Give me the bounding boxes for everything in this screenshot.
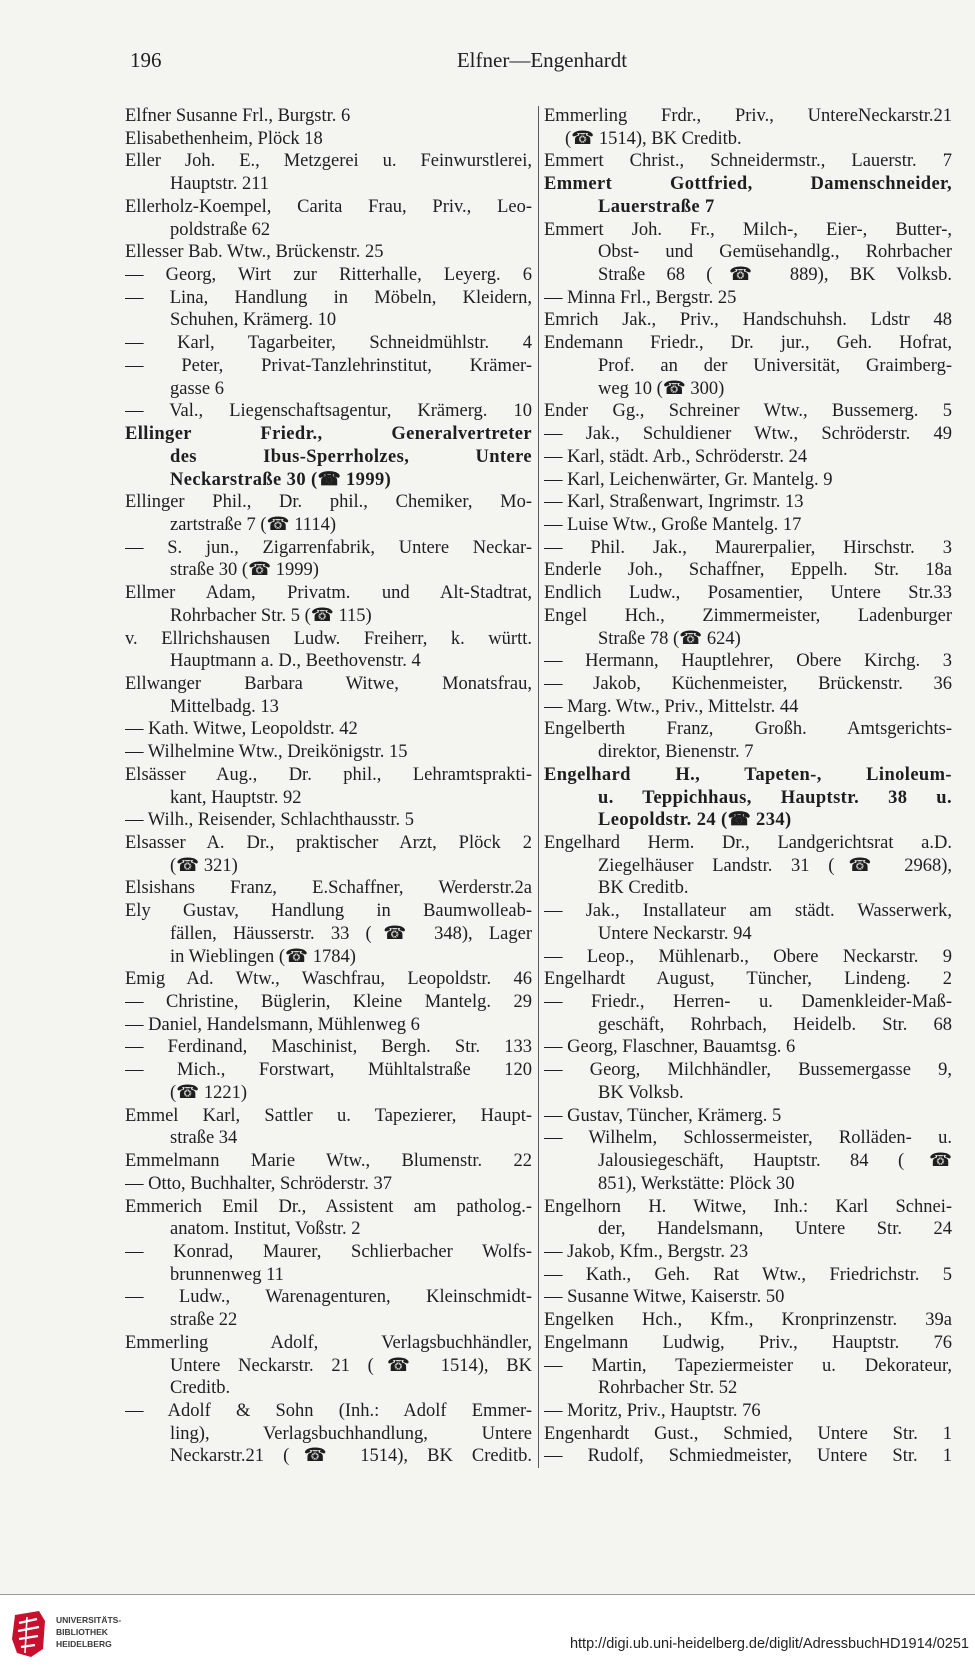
- directory-entry-line: — Daniel, Handelsmann, Mühlenweg 6: [125, 1014, 420, 1035]
- directory-entry-line: Emig Ad. Wtw., Waschfrau, Leopoldstr. 46: [125, 969, 532, 990]
- directory-entry-line: Elsishans Franz, E.Schaffner, Werderstr.2a: [125, 878, 532, 899]
- directory-entry-line: Emmel Karl, Sattler u. Tapezierer, Haupt-: [125, 1105, 532, 1126]
- directory-entry-line: in Wieblingen (☎ 1784): [170, 946, 356, 967]
- directory-entry-line: Mittelbadg. 13: [170, 696, 279, 717]
- directory-entry-line: — Leop., Mühlenarb., Obere Neckarstr. 9: [544, 946, 952, 967]
- directory-entry-line: Straße 78 (☎ 624): [598, 628, 741, 649]
- directory-entry-line: Rohrbacher Str. 52: [598, 1378, 738, 1399]
- directory-entry-line: — Susanne Witwe, Kaiserstr. 50: [544, 1287, 785, 1308]
- directory-entry-line: Schuhen, Krämerg. 10: [170, 310, 337, 331]
- directory-entry-line: Engelhardt August, Tüncher, Lindeng. 2: [544, 969, 952, 990]
- directory-entry-line: (☎ 1514), BK Creditb.: [565, 128, 742, 149]
- directory-entry-line: Engelberth Franz, Großh. Amtsgerichts-: [544, 719, 952, 740]
- directory-entry-line: — Gustav, Tüncher, Krämerg. 5: [544, 1105, 782, 1126]
- directory-entry-line: straße 22: [170, 1310, 238, 1331]
- directory-entry-line: Hauptmann a. D., Beethovenstr. 4: [170, 651, 421, 672]
- right-column: [544, 105, 952, 1468]
- library-logo-icon: [9, 1609, 49, 1659]
- directory-entry-line: — Otto, Buchhalter, Schröderstr. 37: [125, 1173, 392, 1194]
- directory-entry-line: Engelhorn H. Witwe, Inh.: Karl Schnei-: [544, 1196, 952, 1217]
- directory-entry-line: Ely Gustav, Handlung in Baumwolleab-: [125, 901, 532, 922]
- directory-entry-line: — Jak., Schuldiener Wtw., Schröderstr. 49: [544, 424, 952, 445]
- directory-entry-line: — Ludw., Warenagenturen, Kleinschmidt-: [125, 1287, 532, 1308]
- source-url: http://digi.ub.uni-heidelberg.de/diglit/AdressbuchHD1914/0251: [569, 1636, 969, 1652]
- directory-entry-line: — Peter, Privat-Tanzlehrinstitut, Krämer-: [125, 355, 532, 376]
- directory-entry-line: 851), Werkstätte: Plöck 30: [598, 1173, 795, 1194]
- directory-entry-line: Ellmer Adam, Privatm. und Alt-Stadtrat,: [125, 583, 532, 604]
- directory-entry-line: — Jakob, Küchenmeister, Brückenstr. 36: [544, 673, 952, 694]
- directory-entry-line: — Georg, Milchhändler, Bussemergasse 9,: [544, 1060, 952, 1081]
- directory-entry-line: — Wilh., Reisender, Schlachthausstr. 5: [125, 810, 414, 831]
- directory-entry-line: Prof. an der Universität, Graimberg-: [598, 355, 952, 376]
- directory-entry-line: — Kath. Witwe, Leopoldstr. 42: [125, 719, 358, 740]
- directory-entry-line: Emmelmann Marie Wtw., Blumenstr. 22: [125, 1151, 532, 1172]
- directory-entry-line: Engenhardt Gust., Schmied, Untere Str. 1: [544, 1423, 952, 1444]
- directory-entry-line: — Ferdinand, Maschinist, Bergh. Str. 133: [125, 1037, 532, 1058]
- directory-entry-line: Eller Joh. E., Metzgerei u. Feinwurstlerei,: [125, 151, 532, 172]
- directory-entry-line: — Konrad, Maurer, Schlierbacher Wolfs-: [125, 1241, 532, 1262]
- directory-entry-line: Engelmann Ludwig, Priv., Hauptstr. 76: [544, 1332, 952, 1353]
- directory-entry-line: Elisabethenheim, Plöck 18: [125, 128, 323, 149]
- directory-entry-line: Emrich Jak., Priv., Handschuhsh. Ldstr 48: [544, 310, 952, 331]
- directory-entry-line: — Luise Wtw., Große Mantelg. 17: [544, 514, 802, 535]
- directory-entry-line: v. Ellrichshausen Ludw. Freiherr, k. württ.: [125, 628, 532, 649]
- directory-entry-line: BK Creditb.: [598, 878, 689, 899]
- directory-entry-line: — Wilhelmine Wtw., Dreikönigstr. 15: [125, 742, 408, 763]
- directory-entry-line: brunnenweg 11: [170, 1264, 284, 1285]
- directory-entry-line: Engelken Hch., Kfm., Kronprinzenstr. 39a: [544, 1310, 952, 1331]
- directory-entry-line: anatom. Institut, Voßstr. 2: [170, 1219, 361, 1240]
- directory-entry-line: Emmerling Frdr., Priv., UntereNeckarstr.21: [544, 106, 952, 126]
- directory-entry-line: Straße 68 (☎ 889), BK Volksb.: [598, 265, 952, 286]
- directory-entry-line: Engel Hch., Zimmermeister, Ladenburger: [544, 605, 952, 626]
- directory-entry-line: fällen, Häusserstr. 33 (☎ 348), Lager: [170, 923, 532, 944]
- directory-entry-line: — Moritz, Priv., Hauptstr. 76: [544, 1400, 761, 1421]
- directory-entry-line: Emmerling Adolf, Verlagsbuchhändler,: [125, 1332, 532, 1353]
- directory-entry-line: Elsasser A. Dr., praktischer Arzt, Plöck 2: [125, 833, 532, 853]
- directory-entry-line: straße 30 (☎ 1999): [170, 560, 319, 581]
- directory-entry-line: Ender Gg., Schreiner Wtw., Bussemerg. 5: [544, 401, 952, 422]
- directory-entry-line: — Georg, Flaschner, Bauamtsg. 6: [544, 1037, 796, 1058]
- directory-entry-line: — Lina, Handlung in Möbeln, Kleidern,: [125, 287, 532, 308]
- directory-entry-line: straße 34: [170, 1128, 238, 1149]
- directory-entry-line: Ellerholz-Koempel, Carita Frau, Priv., Leo-: [125, 196, 532, 217]
- directory-entry-line: Elsässer Aug., Dr. phil., Lehramtsprakti-: [125, 764, 532, 785]
- directory-entry-line: — Minna Frl., Bergstr. 25: [544, 287, 737, 308]
- directory-entry-line: — Christine, Büglerin, Kleine Mantelg. 29: [125, 992, 532, 1013]
- directory-entry-line: — Wilhelm, Schlossermeister, Rolläden- u.: [544, 1128, 952, 1149]
- library-name-line: HEIDELBERG: [56, 1639, 112, 1649]
- directory-entry-line: — Friedr., Herren- u. Damenkleider-Maß-: [544, 992, 952, 1013]
- directory-entry-line: — Mich., Forstwart, Mühltalstraße 120: [125, 1060, 532, 1081]
- directory-entry-line: — Marg. Wtw., Priv., Mittelstr. 44: [544, 696, 799, 717]
- directory-entry-line: gasse 6: [170, 378, 224, 399]
- directory-entry-line: — Karl, Leichenwärter, Gr. Mantelg. 9: [544, 469, 833, 490]
- directory-entry-line: Rohrbacher Str. 5 (☎ 115): [170, 605, 372, 626]
- directory-entry-line: Jalousiegeschäft, Hauptstr. 84 (☎: [598, 1151, 952, 1172]
- directory-entry-line: — Jak., Installateur am städt. Wasserwerk,: [544, 901, 952, 922]
- directory-entry-line: Ziegelhäuser Landstr. 31 (☎ 2968),: [598, 855, 952, 876]
- library-name-line: UNIVERSITÄTS-: [56, 1615, 122, 1625]
- directory-entry-line: Emmerich Emil Dr., Assistent am patholog.-: [125, 1196, 532, 1217]
- highlighted-entry-line: Leopoldstr. 24 (☎ 234): [598, 810, 792, 831]
- directory-entry-line: direktor, Bienenstr. 7: [598, 742, 754, 763]
- directory-entry-line: (☎ 1221): [170, 1082, 247, 1103]
- directory-entry-line: — Karl, Tagarbeiter, Schneidmühlstr. 4: [125, 333, 532, 354]
- directory-entry-line: Emmert Joh. Fr., Milch-, Eier-, Butter-,: [544, 219, 952, 240]
- directory-entry-line: — Karl, städt. Arb., Schröderstr. 24: [544, 446, 808, 467]
- directory-entry-line: kant, Hauptstr. 92: [170, 787, 302, 808]
- directory-entry-line: — Georg, Wirt zur Ritterhalle, Leyerg. 6: [125, 265, 532, 286]
- directory-entry-line: — Karl, Straßenwart, Ingrimstr. 13: [544, 492, 804, 513]
- directory-entry-line: Endemann Friedr., Dr. jur., Geh. Hofrat,: [544, 333, 952, 354]
- directory-entry-line: — Martin, Tapeziermeister u. Dekorateur,: [544, 1355, 952, 1376]
- library-name: [56, 1614, 121, 1650]
- left-column: [125, 105, 532, 1468]
- directory-entry-line: — Phil. Jak., Maurerpalier, Hirschstr. 3: [544, 537, 952, 558]
- library-name-line: BIBLIOTHEK: [56, 1627, 108, 1637]
- page-number: 196: [130, 48, 162, 72]
- directory-entry-line: Hauptstr. 211: [170, 174, 270, 195]
- directory-entry-line: der, Handelsmann, Untere Str. 24: [598, 1219, 952, 1240]
- directory-entry-line: Neckarstr.21 (☎ 1514), BK Creditb.: [170, 1446, 532, 1467]
- digitization-footer: [0, 1595, 975, 1667]
- directory-entry-line: zartstraße 7 (☎ 1114): [170, 514, 337, 535]
- directory-entry-line: Untere Neckarstr. 94: [598, 923, 752, 944]
- highlighted-entry-line: Lauerstraße 7: [598, 196, 715, 217]
- directory-entry-line: Endlich Ludw., Posamentier, Untere Str.33: [544, 583, 952, 604]
- directory-entry-line: — S. jun., Zigarrenfabrik, Untere Neckar-: [125, 537, 532, 558]
- directory-entry-line: — Jakob, Kfm., Bergstr. 23: [544, 1241, 749, 1262]
- highlighted-entry-line: Neckarstraße 30 (☎ 1999): [170, 469, 392, 490]
- directory-entry-line: Engelhard Herm. Dr., Landgerichtsrat a.D.: [544, 833, 952, 853]
- directory-entry-line: Creditb.: [170, 1378, 231, 1399]
- directory-entry-line: Elfner Susanne Frl., Burgstr. 6: [125, 106, 351, 126]
- directory-entry-line: Enderle Joh., Schaffner, Eppelh. Str. 18a: [544, 560, 952, 581]
- directory-entry-line: — Adolf & Sohn (Inh.: Adolf Emmer-: [125, 1400, 532, 1421]
- directory-entry-line: Emmert Christ., Schneidermstr., Lauerstr. 7: [544, 151, 952, 172]
- highlighted-entry-line: Emmert Gottfried, Damenschneider,: [544, 174, 952, 195]
- directory-entry-line: Ellinger Phil., Dr. phil., Chemiker, Mo-: [125, 492, 532, 513]
- directory-entry-line: Untere Neckarstr. 21 (☎ 1514), BK: [170, 1355, 532, 1376]
- highlighted-entry-line: Ellinger Friedr., Generalvertreter: [125, 424, 532, 445]
- directory-entry-line: geschäft, Rohrbach, Heidelb. Str. 68: [598, 1014, 952, 1035]
- highlighted-entry-line: Engelhard H., Tapeten-, Linoleum-: [544, 764, 952, 785]
- directory-entry-line: ling), Verlagsbuchhandlung, Untere: [170, 1423, 532, 1444]
- directory-entry-line: (☎ 321): [170, 855, 238, 876]
- directory-entry-line: Ellesser Bab. Wtw., Brückenstr. 25: [125, 242, 384, 263]
- directory-entry-line: Ellwanger Barbara Witwe, Monatsfrau,: [125, 673, 532, 694]
- highlighted-entry-line: des Ibus-Sperrholzes, Untere: [170, 446, 532, 467]
- directory-entry-line: — Hermann, Hauptlehrer, Obere Kirchg. 3: [544, 651, 952, 672]
- directory-entry-line: poldstraße 62: [170, 219, 271, 240]
- directory-entry-line: BK Volksb.: [598, 1082, 684, 1103]
- directory-entry-line: weg 10 (☎ 300): [598, 378, 725, 399]
- highlighted-entry-line: u. Teppichhaus, Hauptstr. 38 u.: [598, 787, 952, 808]
- running-title: Elfner—Engenhardt: [456, 48, 628, 72]
- directory-entry-line: — Rudolf, Schmiedmeister, Untere Str. 1: [544, 1446, 952, 1467]
- directory-entry-line: Obst- und Gemüsehandlg., Rohrbacher: [598, 242, 952, 263]
- column-divider: [538, 106, 539, 1468]
- directory-entry-line: — Val., Liegenschaftsagentur, Krämerg. 10: [125, 401, 532, 422]
- directory-entry-line: — Kath., Geh. Rat Wtw., Friedrichstr. 5: [544, 1264, 952, 1285]
